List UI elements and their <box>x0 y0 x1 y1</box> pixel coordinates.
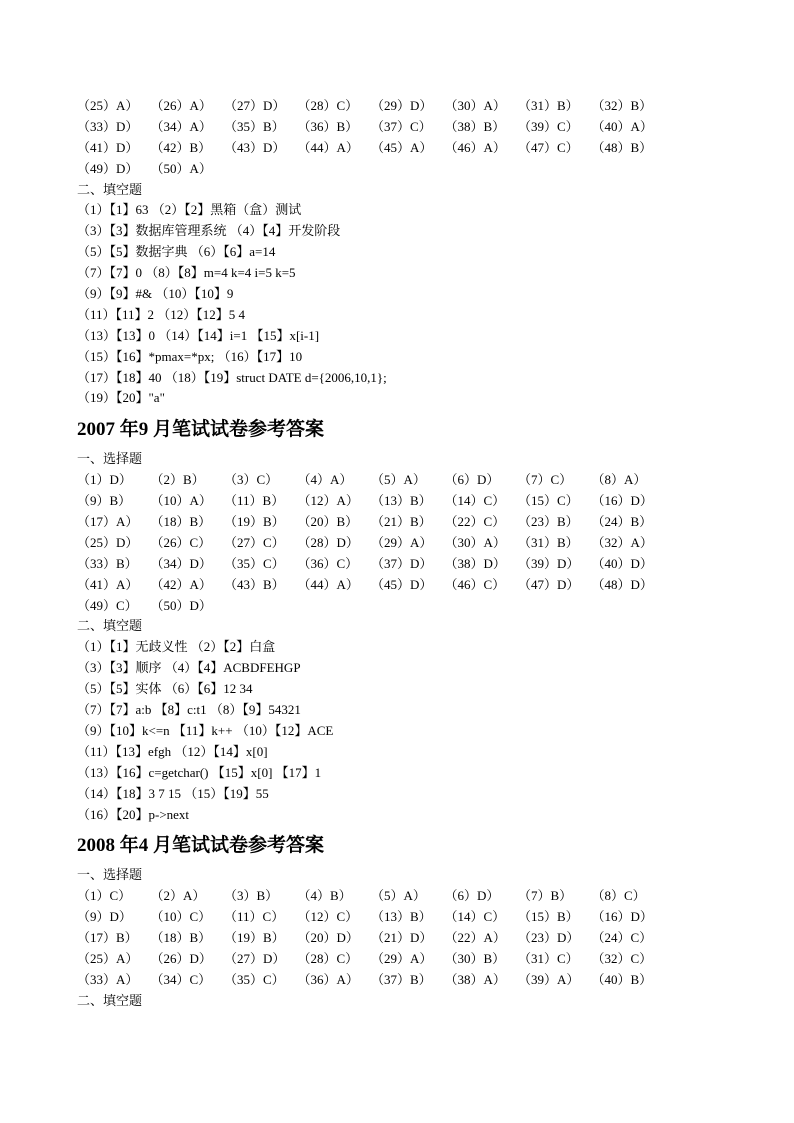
choice-answer: （27）D） <box>224 950 286 966</box>
choice-answer: （32）C） <box>591 950 653 966</box>
choice-answer: （23）B） <box>518 514 579 530</box>
choice-answer: （45）A） <box>371 139 433 155</box>
fill-answer-line: （17）【18】40 （18）【19】struct DATE d={2006,10,1}; <box>77 369 387 385</box>
fill-answer-line: （5）【5】数据字典 （6）【6】a=14 <box>77 244 276 260</box>
fill-answer-line: （13）【13】0 （14）【14】i=1 【15】x[i-1] <box>77 327 320 343</box>
choice-answer: （18）B） <box>150 930 212 946</box>
choice-row <box>77 138 777 159</box>
block1-choice-answers <box>77 96 777 180</box>
choice-answer: （22）C） <box>444 514 506 530</box>
choice-answer: （38）D） <box>444 555 506 571</box>
choice-answer: （43）D） <box>224 139 286 155</box>
choice-answer: （2）B） <box>150 472 205 488</box>
choice-answer: （28）C） <box>297 950 359 966</box>
choice-answer: （40）B） <box>591 971 653 987</box>
choice-answer: （36）B） <box>297 118 359 134</box>
choice-answer: （26）D） <box>150 950 212 966</box>
choice-answer: （16）D） <box>591 909 653 925</box>
block1-fill-answers <box>77 200 777 409</box>
choice-answer: （12）C） <box>297 909 359 925</box>
choice-answer: （14）C） <box>444 493 506 509</box>
choice-answer: （37）B） <box>371 971 432 987</box>
choice-answer: （3）C） <box>224 472 279 488</box>
fill-answer-line: （3）【3】顺序 （4）【4】ACBDFEHGP <box>77 660 301 676</box>
choice-answer: （25）A） <box>77 98 139 113</box>
choice-heading: 一、选择题 <box>77 867 143 883</box>
choice-answer: （27）D） <box>224 98 286 113</box>
block2-fill-answers <box>77 637 777 825</box>
fill-answer-line: （15）【16】*pmax=*px; （16）【17】10 <box>77 348 303 364</box>
choice-answer: （31）B） <box>518 534 579 550</box>
fill-answer-line: （19）【20】"a" <box>77 390 165 406</box>
choice-answer: （20）D） <box>297 930 359 946</box>
choice-answer: （39）A） <box>518 971 580 987</box>
choice-answer: （14）C） <box>444 909 506 925</box>
section-title-2007-09: 2007 年9 月笔试试卷参考答案 <box>77 419 325 441</box>
choice-answer: （33）B） <box>77 555 138 571</box>
choice-row <box>77 491 777 512</box>
choice-answer: （8）C） <box>591 888 646 904</box>
fill-in-heading: 二、填空题 <box>77 181 143 197</box>
choice-heading: 一、选择题 <box>77 451 143 467</box>
choice-answer: （26）C） <box>150 534 212 550</box>
block2-choice-answers <box>77 470 777 616</box>
choice-answer: （16）D） <box>591 493 653 509</box>
choice-answer: （29）D） <box>371 98 433 113</box>
fill-answer-line: （7）【7】a:b 【8】c:t1 （8）【9】54321 <box>77 702 301 718</box>
choice-answer: （10）C） <box>150 909 212 925</box>
choice-answer: （17）A） <box>77 514 139 530</box>
choice-answer: （44）A） <box>297 576 359 592</box>
choice-answer: （15）B） <box>518 909 579 925</box>
choice-answer: （32）B） <box>591 98 653 113</box>
fill-answer-line: （5）【5】实体 （6）【6】12 34 <box>77 681 253 697</box>
choice-answer: （49）D） <box>77 160 139 176</box>
choice-answer: （50）A） <box>150 160 212 176</box>
choice-answer: （45）D） <box>371 576 433 592</box>
fill-answer-line: （9）【9】#& （10）【10】9 <box>77 286 234 302</box>
choice-answer: （27）C） <box>224 534 285 550</box>
choice-answer: （13）B） <box>371 493 432 509</box>
choice-row <box>77 970 777 991</box>
choice-answer: （4）B） <box>297 888 352 904</box>
choice-answer: （9）D） <box>77 909 132 925</box>
choice-answer: （42）B） <box>150 139 212 155</box>
choice-answer: （46）A） <box>444 139 506 155</box>
choice-answer: （25）A） <box>77 950 139 966</box>
choice-answer: （8）A） <box>591 472 647 488</box>
choice-row <box>77 554 777 575</box>
choice-answer: （11）C） <box>224 909 285 925</box>
choice-answer: （48）B） <box>591 139 653 155</box>
choice-answer: （5）A） <box>371 472 426 488</box>
choice-answer: （4）A） <box>297 472 353 488</box>
choice-answer: （7）B） <box>518 888 573 904</box>
choice-answer: （35）C） <box>224 971 285 987</box>
choice-answer: （38）B） <box>444 118 506 134</box>
choice-answer: （47）D） <box>518 576 580 592</box>
choice-answer: （18）B） <box>150 514 212 530</box>
choice-answer: （30）A） <box>444 98 506 113</box>
choice-row <box>77 117 777 138</box>
choice-answer: （44）A） <box>297 139 359 155</box>
fill-in-heading: 二、填空题 <box>77 618 143 634</box>
choice-answer: （47）C） <box>518 139 579 155</box>
choice-row <box>77 575 777 596</box>
choice-answer: （30）B） <box>444 950 506 966</box>
choice-answer: （26）A） <box>150 98 212 113</box>
choice-answer: （34）D） <box>150 555 212 571</box>
choice-row <box>77 928 777 949</box>
choice-answer: （50）D） <box>150 597 212 613</box>
choice-answer: （31）B） <box>518 98 579 113</box>
choice-answer: （6）D） <box>444 888 500 904</box>
fill-answer-line: （13）【16】c=getchar() 【15】x[0] 【17】1 <box>77 764 322 780</box>
choice-answer: （43）B） <box>224 576 285 592</box>
choice-answer: （46）C） <box>444 576 506 592</box>
choice-answer: （39）D） <box>518 555 580 571</box>
choice-answer: （2）A） <box>150 888 206 904</box>
choice-answer: （22）A） <box>444 930 506 946</box>
choice-row <box>77 159 777 180</box>
choice-answer: （28）D） <box>297 534 359 550</box>
choice-answer: （35）B） <box>224 118 285 134</box>
choice-answer: （19）B） <box>224 930 285 946</box>
section-title-2008-04: 2008 年4 月笔试试卷参考答案 <box>77 835 325 857</box>
choice-answer: （41）D） <box>77 139 139 155</box>
fill-answer-line: （11）【13】efgh （12）【14】x[0] <box>77 743 268 759</box>
choice-answer: （40）A） <box>591 118 653 134</box>
choice-row <box>77 596 777 617</box>
choice-answer: （21）B） <box>371 514 432 530</box>
choice-answer: （32）A） <box>591 534 653 550</box>
choice-answer: （24）C） <box>591 930 653 946</box>
fill-answer-line: （14）【18】3 7 15 （15）【19】55 <box>77 785 269 801</box>
choice-answer: （1）C） <box>77 888 132 904</box>
choice-row <box>77 949 777 970</box>
choice-answer: （48）D） <box>591 576 653 592</box>
choice-row <box>77 470 777 491</box>
choice-answer: （29）A） <box>371 950 433 966</box>
choice-answer: （34）C） <box>150 971 212 987</box>
fill-answer-line: （3）【3】数据库管理系统 （4）【4】开发阶段 <box>77 223 341 239</box>
choice-answer: （37）C） <box>371 118 432 134</box>
fill-answer-line: （1）【1】无歧义性 （2）【2】白盒 <box>77 639 276 655</box>
choice-answer: （37）D） <box>371 555 433 571</box>
choice-answer: （31）C） <box>518 950 579 966</box>
choice-answer: （34）A） <box>150 118 212 134</box>
fill-answer-line: （16）【20】p->next <box>77 806 190 822</box>
fill-answer-line: （7）【7】0 （8）【8】m=4 k=4 i=5 k=5 <box>77 265 296 281</box>
block3-choice-answers <box>77 886 777 990</box>
choice-answer: （20）B） <box>297 514 359 530</box>
choice-answer: （23）D） <box>518 930 580 946</box>
fill-in-heading: 二、填空题 <box>77 992 143 1008</box>
choice-answer: （42）A） <box>150 576 212 592</box>
choice-answer: （11）B） <box>224 493 285 509</box>
choice-answer: （6）D） <box>444 472 500 488</box>
choice-answer: （5）A） <box>371 888 426 904</box>
choice-answer: （39）C） <box>518 118 579 134</box>
answer-document <box>77 96 777 1012</box>
choice-answer: （21）D） <box>371 930 433 946</box>
choice-answer: （7）C） <box>518 472 573 488</box>
choice-answer: （35）C） <box>224 555 285 571</box>
choice-answer: （12）A） <box>297 493 359 509</box>
choice-answer: （29）A） <box>371 534 433 550</box>
fill-answer-line: （11）【11】2 （12）【12】5 4 <box>77 306 246 322</box>
choice-answer: （1）D） <box>77 472 132 488</box>
choice-answer: （25）D） <box>77 534 139 550</box>
fill-answer-line: （9）【10】k<=n 【11】k++ （10）【12】ACE <box>77 722 334 738</box>
choice-row <box>77 96 777 117</box>
choice-row <box>77 907 777 928</box>
choice-answer: （33）A） <box>77 971 139 987</box>
choice-answer: （49）C） <box>77 597 138 613</box>
choice-answer: （24）B） <box>591 514 653 530</box>
choice-row <box>77 886 777 907</box>
choice-answer: （3）B） <box>224 888 279 904</box>
choice-answer: （33）D） <box>77 118 139 134</box>
choice-answer: （10）A） <box>150 493 212 509</box>
choice-answer: （15）C） <box>518 493 579 509</box>
choice-answer: （19）B） <box>224 514 285 530</box>
choice-answer: （28）C） <box>297 98 359 113</box>
choice-answer: （36）A） <box>297 971 359 987</box>
choice-answer: （17）B） <box>77 930 138 946</box>
choice-row <box>77 512 777 533</box>
choice-answer: （40）D） <box>591 555 653 571</box>
choice-answer: （41）A） <box>77 576 139 592</box>
choice-answer: （9）B） <box>77 493 132 509</box>
fill-answer-line: （1）【1】63 （2）【2】黑箱（盒）测试 <box>77 202 302 218</box>
choice-answer: （38）A） <box>444 971 506 987</box>
choice-answer: （36）C） <box>297 555 359 571</box>
choice-answer: （30）A） <box>444 534 506 550</box>
choice-answer: （13）B） <box>371 909 432 925</box>
choice-row <box>77 533 777 554</box>
